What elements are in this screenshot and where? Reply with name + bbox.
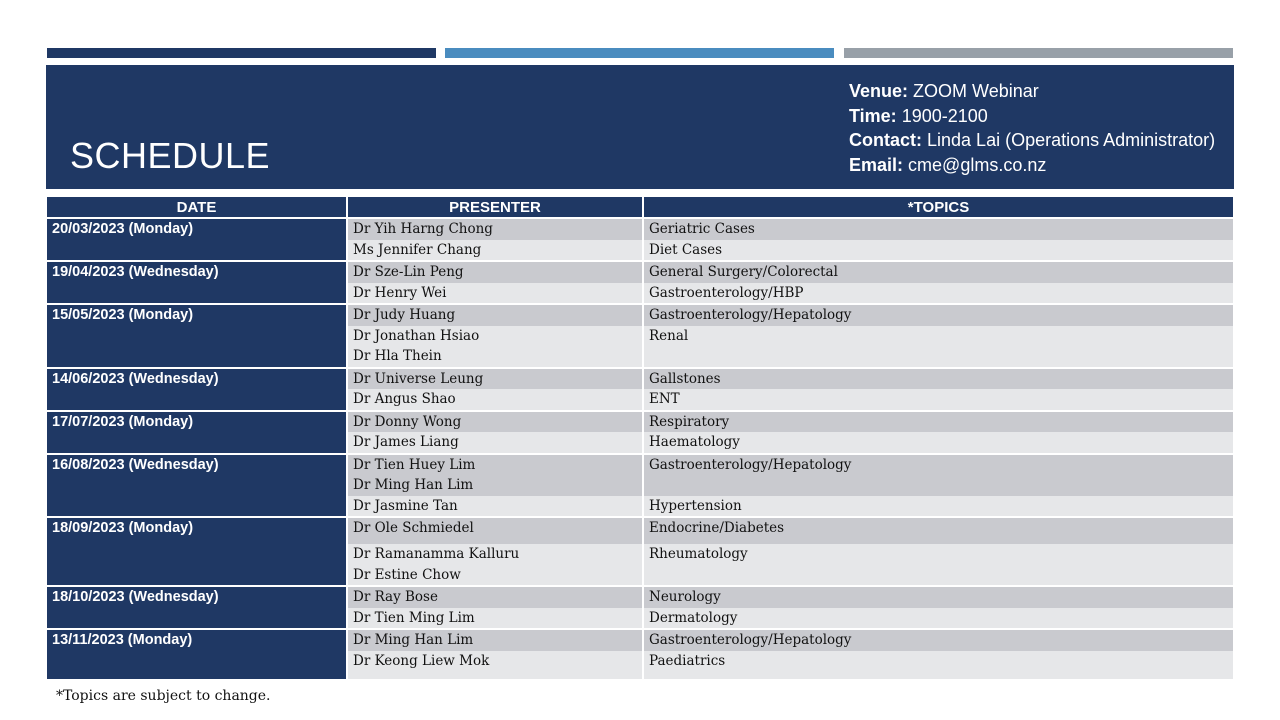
topic-cell: Diet Cases — [643, 240, 1233, 262]
event-info — [849, 79, 1215, 177]
topic-cell: Gastroenterology/Hepatology — [643, 454, 1233, 496]
table-row — [47, 586, 1233, 608]
topic-cell: Geriatric Cases — [643, 218, 1233, 240]
presenter-column-header: PRESENTER — [347, 197, 643, 218]
date-column-header: DATE — [47, 197, 347, 218]
accent-bar-navy — [47, 48, 436, 58]
schedule-table — [47, 197, 1233, 679]
table-header-row — [47, 197, 1233, 218]
table-row — [47, 629, 1233, 651]
presenter-cell: Dr Tien Ming Lim — [347, 608, 643, 630]
topic-cell: Gallstones — [643, 368, 1233, 390]
topic-cell: Rheumatology — [643, 544, 1233, 586]
topic-cell: Dermatology — [643, 608, 1233, 630]
presenter-cell: Dr Ramanamma Kalluru — [347, 544, 643, 565]
date-cell: 19/04/2023 (Wednesday) — [47, 261, 347, 304]
email-line — [849, 153, 1215, 178]
table-row — [47, 304, 1233, 326]
contact-value: Linda Lai (Operations Administrator) — [927, 130, 1216, 150]
date-cell: 15/05/2023 (Monday) — [47, 304, 347, 368]
schedule-body — [47, 218, 1233, 679]
table-row — [47, 517, 1233, 544]
topic-cell: Haematology — [643, 432, 1233, 454]
venue-label: Venue: — [849, 81, 909, 101]
date-cell: 20/03/2023 (Monday) — [47, 218, 347, 261]
presenter-cell: Dr Yih Harng Chong — [347, 218, 643, 240]
date-cell: 14/06/2023 (Wednesday) — [47, 368, 347, 411]
presenter-cell: Dr Ming Han Lim — [347, 629, 643, 651]
contact-label: Contact: — [849, 130, 922, 150]
presenter-cell: Dr Ming Han Lim — [347, 475, 643, 496]
topics-column-header: *TOPICS — [643, 197, 1233, 218]
table-row — [47, 454, 1233, 476]
topic-cell: Respiratory — [643, 411, 1233, 433]
presenter-cell: Dr Angus Shao — [347, 389, 643, 411]
accent-bar-blue — [445, 48, 834, 58]
topic-cell: Hypertension — [643, 496, 1233, 518]
date-cell: 16/08/2023 (Wednesday) — [47, 454, 347, 518]
contact-line — [849, 128, 1215, 153]
presenter-cell: Dr Hla Thein — [347, 346, 643, 368]
presenter-cell: Dr James Liang — [347, 432, 643, 454]
email-value: cme@glms.co.nz — [908, 154, 1047, 175]
venue-line — [849, 79, 1215, 104]
table-row — [47, 411, 1233, 433]
presenter-cell: Dr Tien Huey Lim — [347, 454, 643, 476]
date-cell: 18/09/2023 (Monday) — [47, 517, 347, 586]
topic-cell: General Surgery/Colorectal — [643, 261, 1233, 283]
footnote: *Topics are subject to change. — [56, 688, 271, 704]
accent-bar-gray — [844, 48, 1233, 58]
presenter-cell: Dr Judy Huang — [347, 304, 643, 326]
presenter-cell: Dr Ray Bose — [347, 586, 643, 608]
table-row — [47, 368, 1233, 390]
date-cell: 13/11/2023 (Monday) — [47, 629, 347, 679]
topic-cell: Gastroenterology/HBP — [643, 283, 1233, 305]
presenter-cell: Dr Sze-Lin Peng — [347, 261, 643, 283]
presenter-cell: Dr Jonathan Hsiao — [347, 326, 643, 347]
venue-value: ZOOM Webinar — [913, 81, 1039, 101]
presenter-cell: Dr Keong Liew Mok — [347, 651, 643, 679]
presenter-cell: Dr Henry Wei — [347, 283, 643, 305]
presenter-cell: Ms Jennifer Chang — [347, 240, 643, 262]
presenter-cell: Dr Estine Chow — [347, 565, 643, 587]
topic-cell: Gastroenterology/Hepatology — [643, 629, 1233, 651]
presenter-cell: Dr Donny Wong — [347, 411, 643, 433]
topic-cell: ENT — [643, 389, 1233, 411]
header-banner — [46, 65, 1234, 189]
date-cell: 17/07/2023 (Monday) — [47, 411, 347, 454]
presenter-cell: Dr Jasmine Tan — [347, 496, 643, 518]
presenter-cell: Dr Ole Schmiedel — [347, 517, 643, 544]
time-line — [849, 104, 1215, 129]
time-value: 1900-2100 — [901, 105, 988, 126]
topic-cell: Neurology — [643, 586, 1233, 608]
table-row — [47, 218, 1233, 240]
time-label: Time: — [849, 105, 897, 126]
topic-cell: Gastroenterology/Hepatology — [643, 304, 1233, 326]
topic-cell: Renal — [643, 326, 1233, 368]
presenter-cell: Dr Universe Leung — [347, 368, 643, 390]
date-cell: 18/10/2023 (Wednesday) — [47, 586, 347, 629]
topic-cell: Paediatrics — [643, 651, 1233, 679]
table-row — [47, 261, 1233, 283]
topic-cell: Endocrine/Diabetes — [643, 517, 1233, 544]
email-label: Email: — [849, 154, 904, 175]
page-title: SCHEDULE — [70, 135, 271, 176]
